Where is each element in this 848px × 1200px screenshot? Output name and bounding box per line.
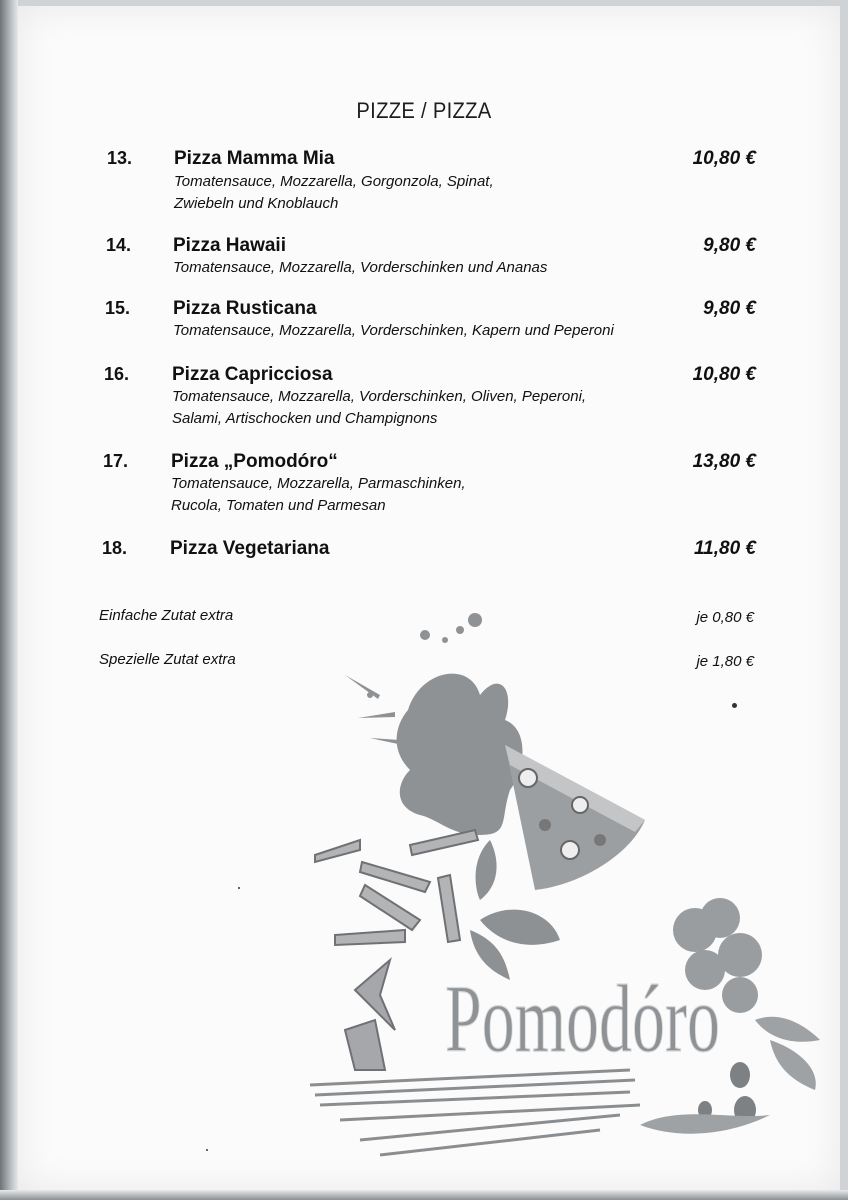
extra-price: je 1,80 €: [696, 653, 754, 670]
logo-text: Pomodóro: [445, 964, 720, 1073]
item-number: 14.: [106, 235, 132, 255]
item-name: Pizza Mamma Mia: [174, 148, 335, 169]
item-description-line: Zwiebeln und Knoblauch: [174, 195, 339, 212]
item-name: Pizza Capricciosa: [172, 364, 333, 385]
page-title: PIZZE / PIZZA: [356, 98, 492, 123]
item-description-line: Salami, Artischocken und Champignons: [172, 410, 438, 427]
item-number: 18.: [102, 538, 128, 558]
item-description-line: Tomatensauce, Mozzarella, Parmaschinken,: [171, 475, 466, 492]
item-number: 15.: [105, 298, 131, 318]
item-number: 16.: [104, 364, 130, 384]
splash-icon: [345, 613, 523, 835]
item-name: Pizza Vegetariana: [170, 538, 330, 559]
item-name: Pizza Hawaii: [173, 235, 286, 256]
item-description-line: Tomatensauce, Mozzarella, Vorderschinken, Kapern und Peperoni: [173, 322, 614, 339]
item-price: 11,80 €: [694, 538, 756, 559]
item-price: 10,80 €: [692, 364, 756, 385]
extra-label: Einfache Zutat extra: [99, 607, 234, 624]
item-price: 9,80 €: [703, 235, 756, 256]
extra-label: Spezielle Zutat extra: [99, 651, 236, 668]
spaghetti-icon: [310, 1070, 640, 1155]
pizza-slice-icon: [505, 745, 645, 890]
page-left-edge: [0, 0, 18, 1200]
item-number: 13.: [107, 148, 133, 168]
item-description-line: Tomatensauce, Mozzarella, Vorderschinken, Oliven, Peperoni,: [172, 388, 587, 405]
item-name: Pizza „Pomodóro“: [171, 451, 338, 472]
penne-icon: [315, 830, 478, 945]
ink-speck: [206, 1149, 208, 1151]
extra-price: je 0,80 €: [696, 609, 754, 626]
item-description-line: Tomatensauce, Mozzarella, Gorgonzola, Spinat,: [174, 173, 494, 190]
page-bottom-edge: [0, 1190, 848, 1200]
item-price: 10,80 €: [692, 148, 756, 169]
item-number: 17.: [103, 451, 129, 471]
item-description-line: Rucola, Tomaten und Parmesan: [171, 497, 386, 514]
item-name: Pizza Rusticana: [173, 298, 317, 319]
item-price: 9,80 €: [703, 298, 756, 319]
item-description-line: Tomatensauce, Mozzarella, Vorderschinken und Ananas: [173, 259, 548, 276]
farfalle-icon: [345, 960, 395, 1070]
pomodoro-illustration: [300, 600, 840, 1180]
ink-speck: [238, 887, 240, 889]
item-price: 13,80 €: [692, 451, 756, 472]
